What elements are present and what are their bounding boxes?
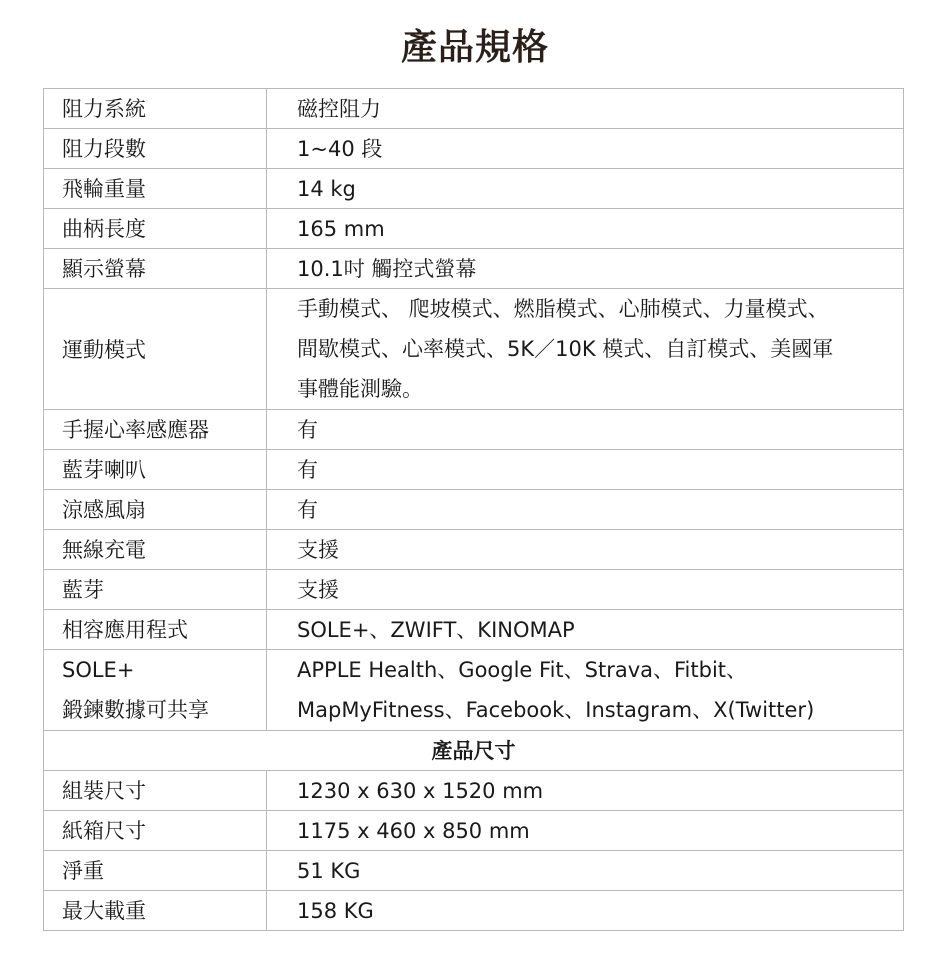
table-row (44, 129, 904, 169)
row-value: 有 (267, 410, 904, 450)
table-row (44, 490, 904, 530)
page-title: 產品規格 (400, 27, 549, 68)
row-value: 1230 x 630 x 1520 mm (267, 771, 904, 811)
value-line: MapMyFitness、Facebook、Instagram、X(Twitter) (297, 698, 815, 722)
row-label: 涼感風扇 (44, 490, 267, 530)
section-header-row (44, 731, 904, 771)
table-row (44, 410, 904, 450)
spec-table (43, 88, 904, 931)
table-row (44, 209, 904, 249)
row-label: 最大載重 (44, 891, 267, 931)
table-row (44, 610, 904, 650)
table-row (44, 891, 904, 931)
row-value: 有 (267, 490, 904, 530)
row-value: 14 kg (267, 169, 904, 209)
row-label: 顯示螢幕 (44, 249, 267, 289)
row-label (44, 650, 267, 731)
row-value: 158 KG (267, 891, 904, 931)
row-value: 51 KG (267, 851, 904, 891)
row-value: 支援 (267, 530, 904, 570)
table-row (44, 851, 904, 891)
row-label: 藍芽 (44, 570, 267, 610)
table-row (44, 650, 904, 731)
row-label: 阻力系統 (44, 89, 267, 129)
table-row (44, 169, 904, 209)
section-header: 產品尺寸 (44, 731, 904, 771)
label-line: SOLE+ (62, 658, 135, 682)
table-row (44, 89, 904, 129)
row-label: 無線充電 (44, 530, 267, 570)
row-value: 有 (267, 450, 904, 490)
row-value: 磁控阻力 (267, 89, 904, 129)
table-row (44, 450, 904, 490)
row-label: 淨重 (44, 851, 267, 891)
row-label: 飛輪重量 (44, 169, 267, 209)
value-line: APPLE Health、Google Fit、Strava、Fitbit、 (297, 658, 748, 682)
row-label: 紙箱尺寸 (44, 811, 267, 851)
table-row (44, 811, 904, 851)
row-value: 1~40 段 (267, 129, 904, 169)
row-label: 組裝尺寸 (44, 771, 267, 811)
table-row (44, 289, 904, 410)
table-row (44, 771, 904, 811)
row-value: 1175 x 460 x 850 mm (267, 811, 904, 851)
row-value (267, 289, 904, 410)
value-line: 手動模式、 爬坡模式、燃脂模式、心肺模式、力量模式、 (297, 297, 829, 321)
row-label: 運動模式 (44, 289, 267, 410)
value-line: 間歇模式、心率模式、5K／10K 模式、自訂模式、美國軍 (297, 337, 834, 361)
row-label: 相容應用程式 (44, 610, 267, 650)
row-value: SOLE+、ZWIFT、KINOMAP (267, 610, 904, 650)
row-value: 10.1吋 觸控式螢幕 (267, 249, 904, 289)
label-line: 鍛鍊數據可共享 (62, 698, 209, 722)
row-label: 曲柄長度 (44, 209, 267, 249)
row-label: 手握心率感應器 (44, 410, 267, 450)
row-label: 藍芽喇叭 (44, 450, 267, 490)
table-row (44, 530, 904, 570)
row-value (267, 650, 904, 731)
table-row (44, 570, 904, 610)
row-label: 阻力段數 (44, 129, 267, 169)
value-line: 事體能測驗。 (297, 377, 423, 401)
row-value: 165 mm (267, 209, 904, 249)
row-value: 支援 (267, 570, 904, 610)
table-row (44, 249, 904, 289)
